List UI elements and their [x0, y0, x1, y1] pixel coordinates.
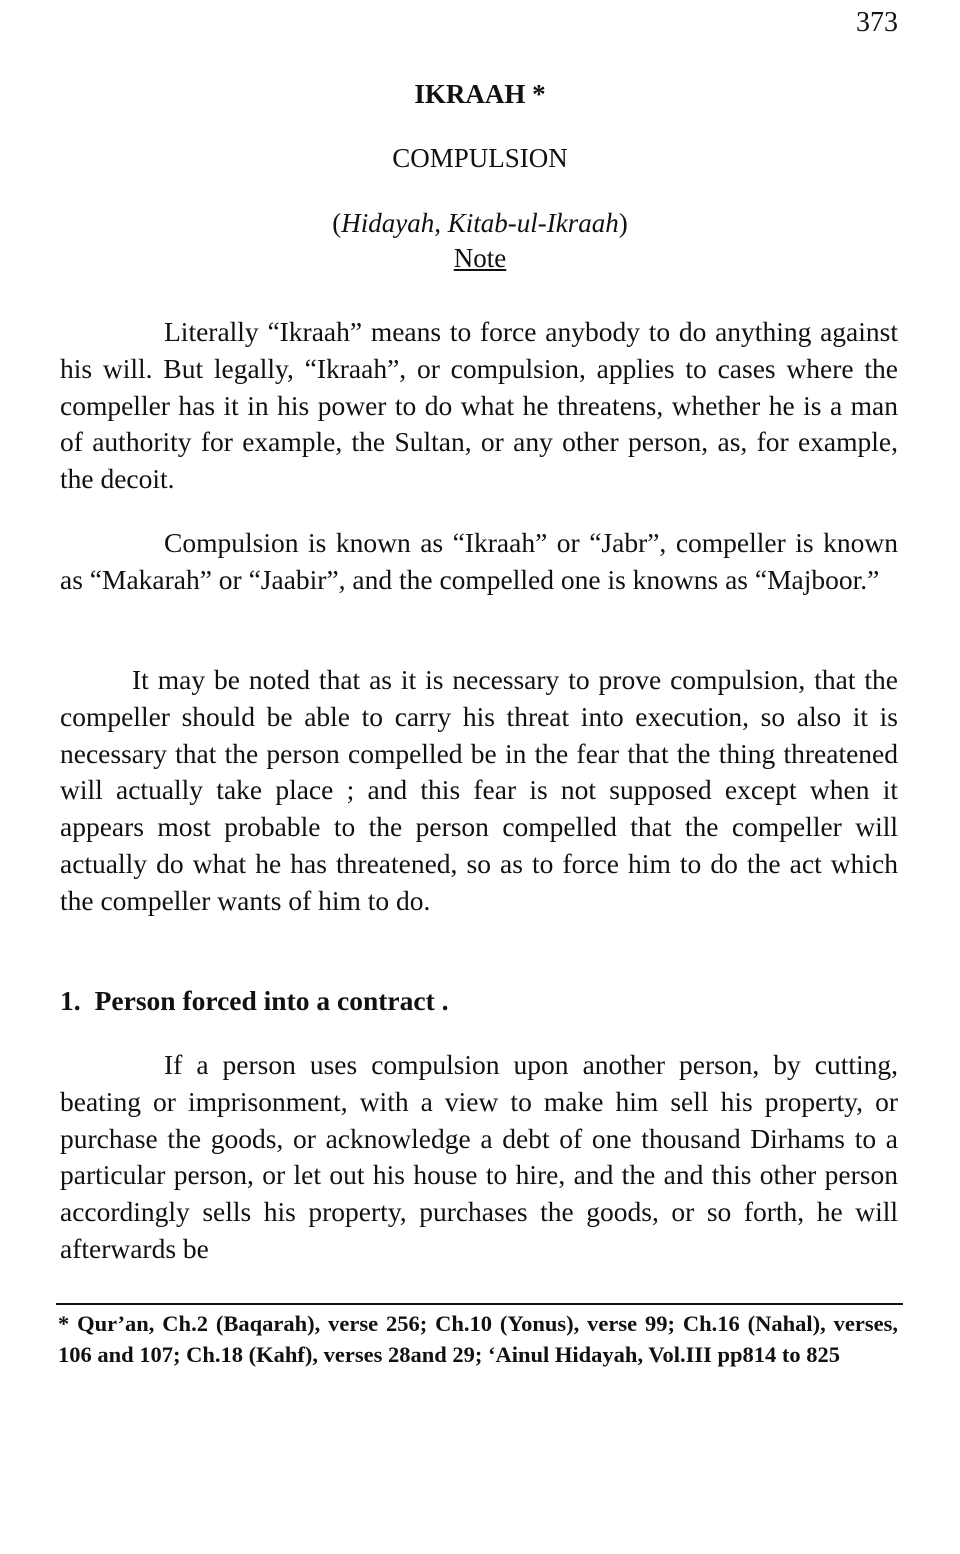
page-subtitle: COMPULSION [392, 143, 568, 173]
section-heading [60, 982, 448, 1019]
section-title: Person forced into a contract . [94, 985, 449, 1016]
source-close-paren: ) [618, 208, 628, 238]
footnote-divider [56, 1303, 903, 1305]
section-number: 1. [60, 985, 81, 1016]
note-heading: Note [453, 243, 507, 273]
footnote: * Qur’an, Ch.2 (Baqarah), verse 256; Ch.10 (Yonus), verse 99; Ch.16 (Nahal), verses, 106 and 107; Ch.18 (Kahf), verses 28and 29; ‘Ainul Hidayah, Vol.III pp814 to 825 [58, 1311, 898, 1367]
source-title: Hidayah, Kitab-ul-Ikraah [341, 208, 619, 238]
source-open-paren: ( [332, 208, 342, 238]
page-title: IKRAAH * [414, 79, 546, 109]
source-reference [0, 205, 960, 241]
paragraph-definition: Literally “Ikraah” means to force anybody to do anything against his will. But legally, “Ikraah”, or compulsion, applies to cases where the compeller has it in his power to do what he threatens, whether he is a man of authority for example, the Sultan, or any other person, as, for example, the decoit. [60, 316, 898, 495]
page-number: 373 [856, 7, 898, 38]
paragraph-terminology: Compulsion is known as “Ikraah” or “Jabr”, compeller is known as “Makarah” or “Jaabir”, and the compelled one is knowns as “Majboor.” [60, 527, 898, 595]
paragraph-conditions: It may be noted that as it is necessary to prove compulsion, that the compeller should be able to carry his threat into execution, so also it is necessary that the person compelled be in the fear that the thing threatened will actually take place ; and this fear is not supposed except when it appears most probable to the person compelled that the compeller will actually do what he has threatened, so as to force him to do the act which the compeller wants of him to do. [60, 664, 898, 916]
paragraph-contract: If a person uses compulsion upon another person, by cutting, beating or imprisonment, with a view to make him sell his property, or purchase the goods, or acknowledge a debt of one thousand Dirhams to a particular person, or let out his house to hire, and the and this other person accordingly sells his property, purchases the goods, or so forth, he will afterwards be [60, 1049, 898, 1264]
